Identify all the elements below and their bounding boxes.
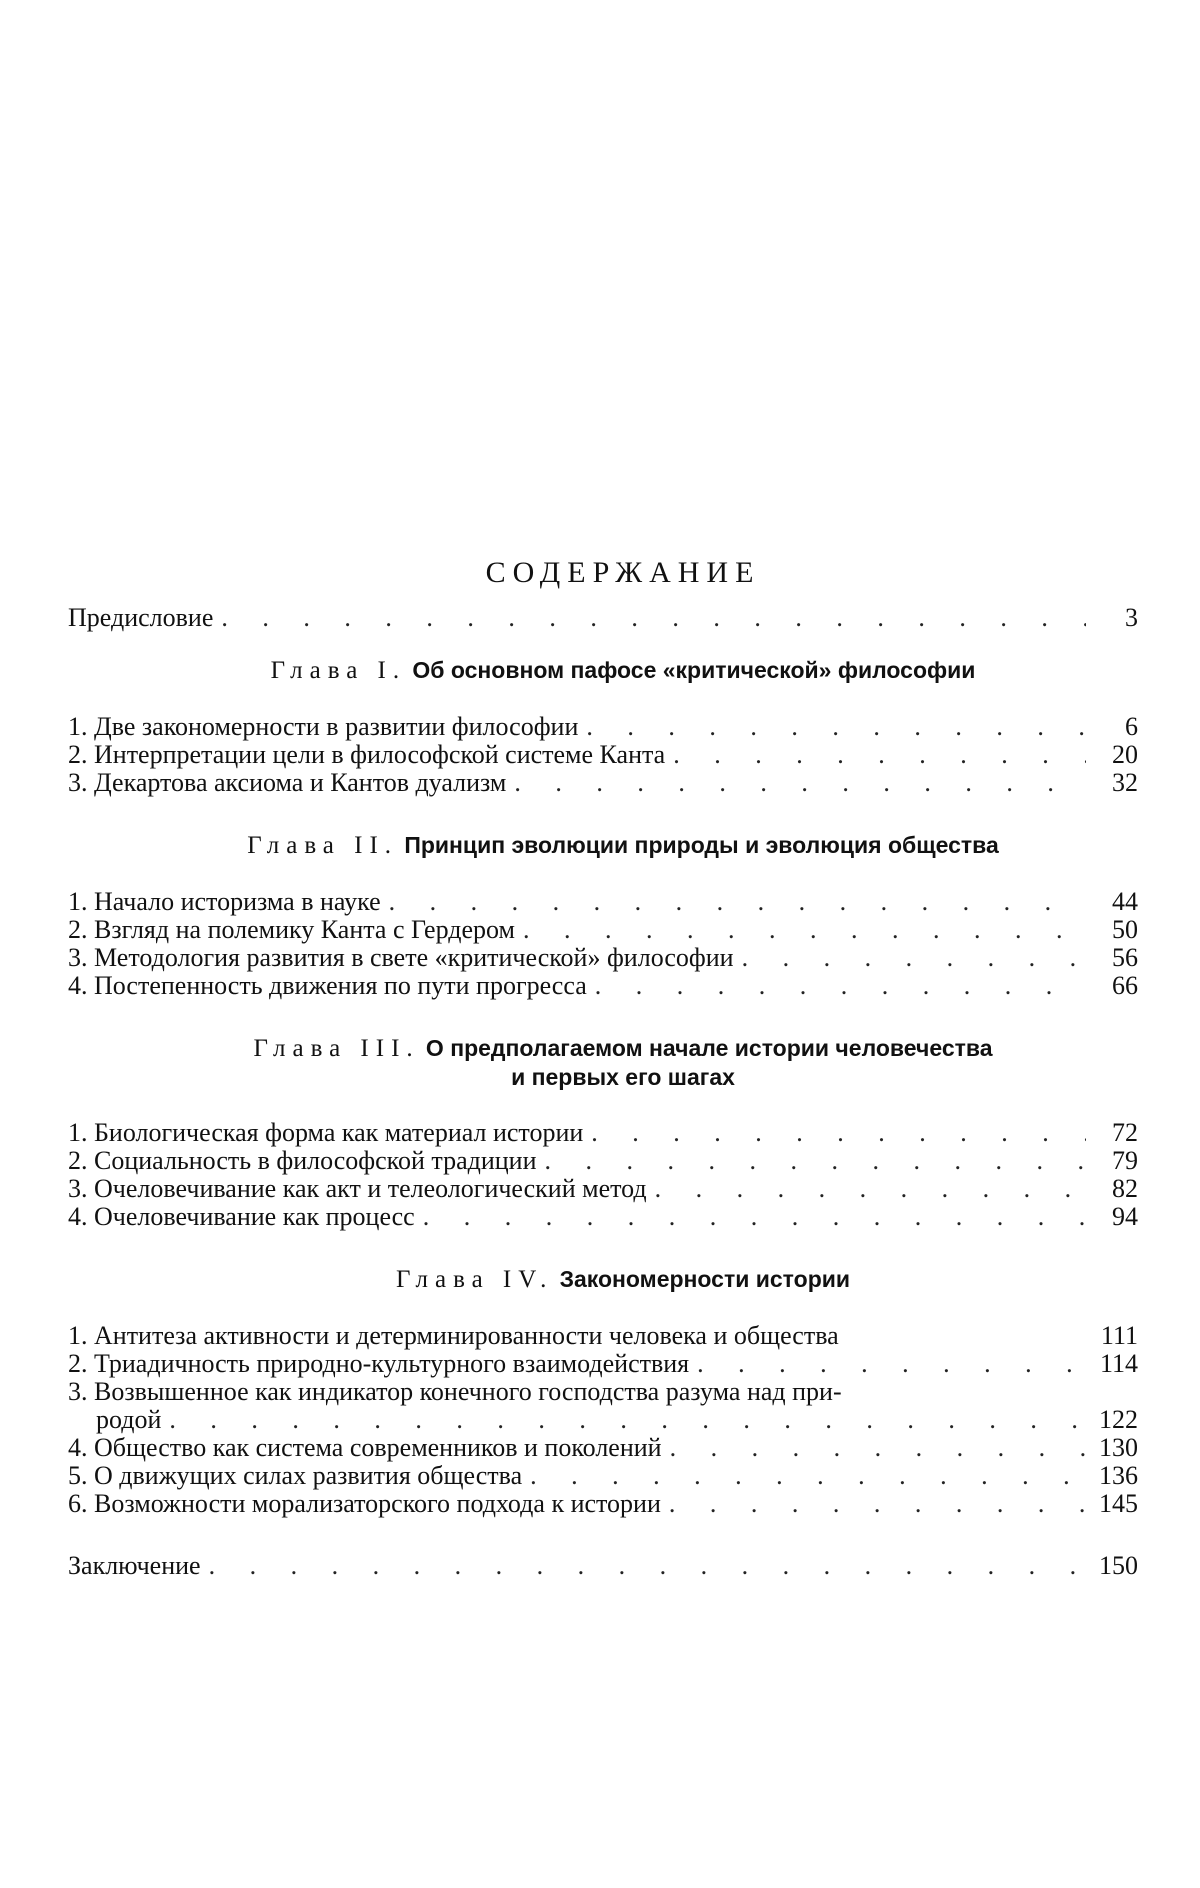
toc-entry (68, 972, 1138, 1000)
entry-page: 3 (1125, 603, 1138, 632)
toc-entry (68, 769, 1138, 797)
toc-entry (68, 888, 1138, 916)
entry-page: 130 (1099, 1433, 1138, 1462)
toc-entry (68, 1203, 1138, 1231)
toc-entry (68, 1119, 1138, 1147)
leader-dots (506, 769, 1086, 797)
entry-page: 50 (1112, 915, 1138, 944)
chapter-title: Об основном пафосе «критической» философии (412, 657, 976, 683)
entry-label: 3. Методология развития в свете «критической» философии (68, 943, 734, 972)
entry-page: 122 (1099, 1405, 1138, 1434)
leader-dots (515, 916, 1086, 944)
toc-entry-wrapped (68, 1378, 1138, 1434)
entry-page: 114 (1099, 1349, 1138, 1378)
chapter-title-line2: и первых его шагах (511, 1064, 735, 1090)
entry-page: 111 (1100, 1321, 1138, 1350)
entry-label-continued: родой (96, 1405, 162, 1434)
chapter-2 (68, 831, 1138, 1000)
toc-entry (68, 1147, 1138, 1175)
toc-entry (68, 1175, 1138, 1203)
toc-entry (68, 1490, 1138, 1518)
leader-dots (647, 1175, 1086, 1203)
entry-label: 4. Общество как система современников и поколений (68, 1433, 662, 1462)
entry-label: 1. Начало историзма в науке (68, 887, 381, 916)
entry-label: 4. Постепенность движения по пути прогресса (68, 971, 587, 1000)
leader-dots (381, 888, 1086, 916)
leader-dots (662, 1434, 1086, 1462)
entry-label: 2. Интерпретации цели в философской системе Канта (68, 740, 666, 769)
entry-page: 94 (1112, 1202, 1138, 1231)
leader-dots (587, 972, 1086, 1000)
leader-dots (665, 741, 1086, 769)
entry-label: Заключение (68, 1551, 201, 1580)
toc-title: СОДЕРЖАНИЕ (485, 556, 761, 589)
chapter-label: Глава III. (253, 1035, 420, 1062)
chapter-heading (68, 831, 1138, 860)
entry-label: 2. Социальность в философской традиции (68, 1146, 537, 1175)
entry-page: 145 (1099, 1489, 1138, 1518)
toc-entry (68, 741, 1138, 769)
chapter-title: Закономерности истории (559, 1266, 851, 1292)
table-of-contents (68, 556, 1138, 1580)
entry-label: 3. Возвышенное как индикатор конечного господства разума над при- (68, 1377, 842, 1406)
entry-label: 3. Очеловечивание как акт и телеологический метод (68, 1174, 647, 1203)
entry-label: 2. Триадичность природно-культурного взаимодействия (68, 1349, 690, 1378)
entry-page: 79 (1112, 1146, 1138, 1175)
entry-page: 72 (1112, 1118, 1138, 1147)
entry-label: 1. Биологическая форма как материал истории (68, 1118, 584, 1147)
chapter-heading (68, 656, 1138, 685)
toc-entry (68, 916, 1138, 944)
entry-label: Предисловие (68, 603, 214, 632)
chapter-title: Принцип эволюции природы и эволюция общества (404, 832, 999, 858)
entry-page: 66 (1112, 971, 1138, 1000)
leader-dots (734, 944, 1086, 972)
toc-entry-conclusion (68, 1552, 1138, 1580)
toc-entry (68, 1462, 1138, 1490)
chapter-heading (68, 1265, 1138, 1294)
entry-label: 5. О движущих силах развития общества (68, 1461, 523, 1490)
entry-label: 4. Очеловечивание как процесс (68, 1202, 415, 1231)
toc-entry (68, 1434, 1138, 1462)
entry-label: 3. Декартова аксиома и Кантов дуализм (68, 768, 507, 797)
leader-dots (689, 1350, 1086, 1378)
wrapped-second-line (68, 1406, 1138, 1434)
leader-dots (161, 1406, 1086, 1434)
entry-page: 20 (1112, 740, 1138, 769)
toc-entry (68, 944, 1138, 972)
entry-page: 150 (1099, 1551, 1138, 1580)
leader-dots (578, 713, 1086, 741)
entry-label: 6. Возможности морализаторского подхода к истории (68, 1489, 661, 1518)
entry-label: 1. Антитеза активности и детерминированности человека и общества (68, 1321, 839, 1350)
leader-dots (201, 1552, 1086, 1580)
toc-entry (68, 1322, 1138, 1350)
toc-entry-preface (68, 604, 1138, 632)
chapter-4 (68, 1265, 1138, 1518)
leader-dots (583, 1119, 1086, 1147)
leader-dots (415, 1203, 1086, 1231)
chapter-heading (68, 1034, 1138, 1091)
chapter-label: Глава IV. (395, 1266, 554, 1293)
entry-page: 56 (1112, 943, 1138, 972)
toc-entry (68, 713, 1138, 741)
wrapped-first-line (68, 1378, 1138, 1406)
leader-dots (522, 1462, 1086, 1490)
leader-dots (537, 1147, 1086, 1175)
entry-page: 6 (1125, 712, 1138, 741)
chapter-3 (68, 1034, 1138, 1231)
entry-page: 32 (1112, 768, 1138, 797)
entry-page: 44 (1112, 887, 1138, 916)
leader-dots (661, 1490, 1086, 1518)
entry-label: 2. Взгляд на полемику Канта с Гердером (68, 915, 515, 944)
chapter-label: Глава I. (270, 657, 407, 684)
chapter-label: Глава II. (247, 832, 399, 859)
chapter-title: О предполагаемом начале истории человечества (425, 1035, 993, 1061)
toc-entry (68, 1350, 1138, 1378)
entry-page: 82 (1112, 1174, 1138, 1203)
leader-dots (213, 604, 1086, 632)
entry-page: 136 (1099, 1461, 1138, 1490)
entry-label: 1. Две закономерности в развитии философии (68, 712, 579, 741)
chapter-1 (68, 656, 1138, 797)
